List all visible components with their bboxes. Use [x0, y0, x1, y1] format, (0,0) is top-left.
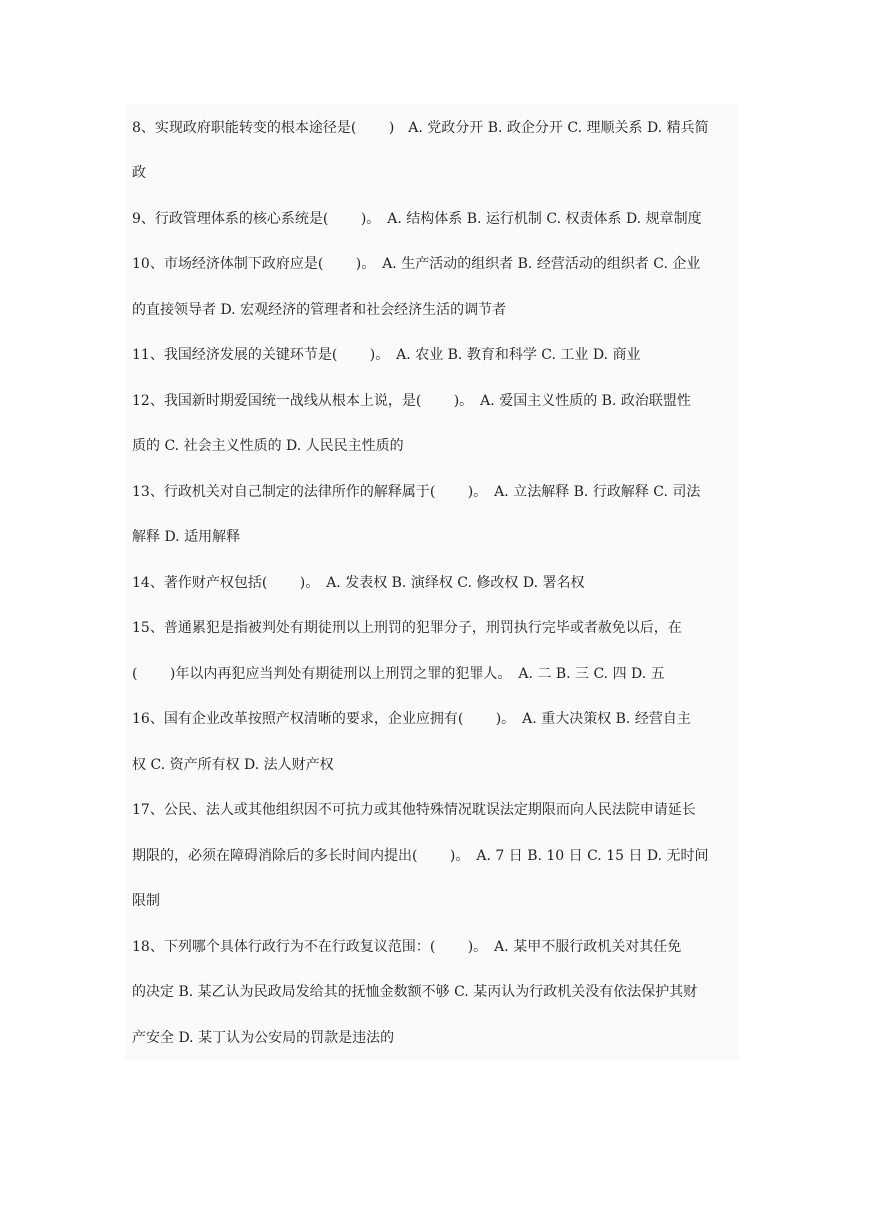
question-15-line-1: 15、普通累犯是指被判处有期徒刑以上刑罚的犯罪分子，刑罚执行完毕或者赦免以后，在 [132, 620, 682, 636]
question-17-line-2: 期限的，必须在障碍消除后的多长时间内提出( )。 A. 7 日 B. 10 日 C. 15 日 D. 无时间 [132, 848, 709, 864]
question-11-line-1: 11、我国经济发展的关键环节是( )。 A. 农业 B. 教育和科学 C. 工业 D. 商业 [132, 347, 641, 363]
question-16-line-2: 权 C. 资产所有权 D. 法人财产权 [132, 757, 334, 773]
question-13-line-2: 解释 D. 适用解释 [132, 529, 241, 545]
question-8-line-2: 政 [132, 165, 146, 181]
question-16-line-1: 16、国有企业改革按照产权清晰的要求，企业应拥有( )。 A. 重大决策权 B. 经营自主 [132, 711, 691, 727]
question-18-line-2: 的决定 B. 某乙认为民政局发给其的抚恤金数额不够 C. 某丙认为行政机关没有依法保护其财 [132, 984, 698, 1000]
question-8-line-1: 8、实现政府职能转变的根本途径是( ) A. 党政分开 B. 政企分开 C. 理顺关系 D. 精兵简 [132, 120, 709, 136]
question-14-line-1: 14、著作财产权包括( )。 A. 发表权 B. 演绎权 C. 修改权 D. 署名权 [132, 575, 585, 591]
question-12-line-1: 12、我国新时期爱国统一战线从根本上说，是( )。 A. 爱国主义性质的 B. 政治联盟性 [132, 393, 691, 409]
question-18-line-3: 产安全 D. 某丁认为公安局的罚款是违法的 [132, 1030, 395, 1046]
question-9-line-1: 9、行政管理体系的核心系统是( )。 A. 结构体系 B. 运行机制 C. 权责体系 D. 规章制度 [132, 211, 702, 227]
question-10-line-1: 10、市场经济体制下政府应是( )。 A. 生产活动的组织者 B. 经营活动的组织者 C. 企业 [132, 256, 701, 272]
question-12-line-2: 质的 C. 社会主义性质的 D. 人民民主性质的 [132, 438, 404, 454]
question-10-line-2: 的直接领导者 D. 宏观经济的管理者和社会经济生活的调节者 [132, 302, 507, 318]
question-15-line-2: ( )年以内再犯应当判处有期徒刑以上刑罚之罪的犯罪人。 A. 二 B. 三 C. 四 D. 五 [132, 666, 665, 682]
question-13-line-1: 13、行政机关对自己制定的法律所作的解释属于( )。 A. 立法解释 B. 行政解释 C. 司法 [132, 484, 701, 500]
question-18-line-1: 18、下列哪个具体行政行为不在行政复议范围：( )。 A. 某甲不服行政机关对其任免 [132, 939, 682, 955]
question-17-line-3: 限制 [132, 893, 160, 909]
question-17-line-1: 17、公民、法人或其他组织因不可抗力或其他特殊情况耽误法定期限而向人民法院申请延长 [132, 802, 696, 818]
